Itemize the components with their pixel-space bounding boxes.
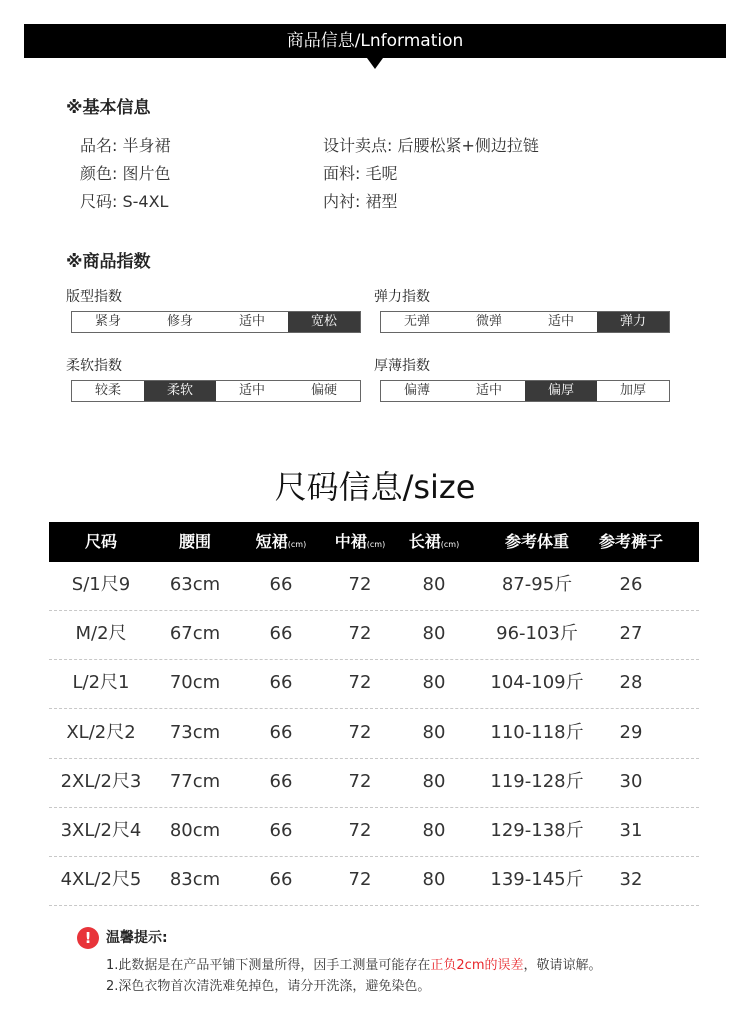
cell-ref-weight: 110-118斤 [490,721,584,743]
header-cell-waist: 腰围 [178,532,212,551]
cell-short-skirt: 66 [269,672,293,694]
cell-ref-weight: 96-103斤 [496,623,578,645]
cell-short-skirt: 66 [269,869,293,891]
cell-waist: 67cm [169,623,221,645]
cell-short-skirt: 66 [269,820,293,841]
cell-waist: 83cm [169,869,221,891]
cell-short-skirt: 66 [269,623,293,645]
size-section-title: 尺码信息/size [274,468,476,506]
index-scale-thickness [380,380,670,402]
tip-line-1-end: ，敬请谅解。 [523,958,602,973]
index-option: 偏薄 [403,383,430,398]
cell-short-skirt: 66 [269,770,293,792]
cell-mid-skirt: 72 [348,869,372,891]
tip-line-1 [106,954,602,973]
cell-ref-weight: 87-95斤 [501,574,573,595]
cell-size: XL/2尺2 [66,721,136,743]
index-label-softness: 柔软指数 [66,358,122,374]
index-label-fit: 版型指数 [66,289,122,305]
cell-size: 3XL/2尺4 [60,820,142,841]
cell-mid-skirt: 72 [348,770,372,792]
cell-mid-skirt: 72 [348,820,372,841]
index-option: 偏硬 [310,383,337,398]
cell-ref-weight: 129-138斤 [490,820,584,841]
index-option: 微弹 [475,314,502,329]
cell-mid-skirt: 72 [348,672,372,694]
index-option: 适中 [238,314,265,329]
indices-title: ※商品指数 [66,252,151,272]
cell-ref-pants: 27 [619,623,643,645]
cell-size: 4XL/2尺5 [60,869,142,891]
info-product-name: 品名: 半身裙 [80,136,171,155]
info-lining: 内衬: 裙型 [323,192,398,211]
index-scale-fit [71,311,361,333]
cell-ref-pants: 28 [619,672,643,694]
index-option: 适中 [547,314,574,329]
banner-arrow-icon [367,58,383,69]
header-cell-ref-pants: 参考裤子 [598,532,664,551]
warning-icon: ! [77,927,99,949]
table-row [49,562,699,611]
cell-ref-pants: 31 [619,820,643,841]
cell-long-skirt: 80 [422,574,446,595]
index-scale-softness [71,380,361,402]
cell-size: S/1尺9 [71,574,131,595]
cell-waist: 70cm [169,672,221,694]
index-scale-elasticity [380,311,670,333]
tip-line-1-start: 1.此数据是在产品平铺下测量所得，因手工测量可能存在 [106,958,431,973]
cell-waist: 80cm [169,820,221,841]
tip-line-2: 2.深色衣物首次清洗难免掉色，请分开洗涤，避免染色。 [106,979,431,994]
cell-ref-weight: 139-145斤 [490,869,584,891]
cell-waist: 63cm [169,574,221,595]
index-option-selected: 宽松 [288,312,360,332]
tip-highlight: 正负2cm的误差 [430,958,524,973]
header-cell-short-skirt: 短裙(cm) [255,532,307,551]
index-option: 修身 [166,314,193,329]
info-design-point: 设计卖点: 后腰松紧+侧边拉链 [323,136,539,155]
cell-long-skirt: 80 [422,770,446,792]
cell-long-skirt: 80 [422,672,446,694]
cell-mid-skirt: 72 [348,721,372,743]
cell-size: 2XL/2尺3 [60,770,142,792]
cell-long-skirt: 80 [422,721,446,743]
size-table-header [49,522,699,562]
cell-ref-pants: 30 [619,770,643,792]
header-banner [24,24,726,58]
index-option-selected: 弹力 [597,312,669,332]
index-option: 加厚 [619,383,646,398]
cell-long-skirt: 80 [422,623,446,645]
cell-long-skirt: 80 [422,869,446,891]
header-cell-mid-skirt: 中裙(cm) [334,532,386,551]
cell-mid-skirt: 72 [348,623,372,645]
cell-short-skirt: 66 [269,574,293,595]
index-option: 适中 [238,383,265,398]
cell-waist: 77cm [169,770,221,792]
index-option: 紧身 [94,314,121,329]
tips-title: 温馨提示: [106,930,168,946]
table-row [49,759,699,808]
cell-short-skirt: 66 [269,721,293,743]
cell-waist: 73cm [169,721,221,743]
cell-ref-weight: 119-128斤 [490,770,584,792]
header-cell-size: 尺码 [84,532,118,551]
cell-size: M/2尺 [75,623,127,645]
info-size-range: 尺码: S-4XL [80,192,169,211]
index-label-thickness: 厚薄指数 [374,358,430,374]
header-cell-long-skirt: 长裙(cm) [408,532,460,551]
cell-long-skirt: 80 [422,820,446,841]
cell-size: L/2尺1 [72,672,130,694]
basic-info-title: ※基本信息 [66,98,151,118]
cell-ref-pants: 29 [619,721,643,743]
table-row [49,611,699,660]
table-row [49,660,699,709]
index-option: 无弹 [403,314,430,329]
cell-mid-skirt: 72 [348,574,372,595]
table-row [49,808,699,857]
index-option: 适中 [475,383,502,398]
cell-ref-pants: 26 [619,574,643,595]
table-row [49,857,699,906]
index-option-selected: 偏厚 [525,381,597,401]
table-row [49,710,699,759]
index-label-elasticity: 弹力指数 [374,289,430,305]
header-title: 商品信息/Lnformation [286,31,464,51]
cell-ref-pants: 32 [619,869,643,891]
info-color: 颜色: 图片色 [80,164,171,183]
info-fabric: 面料: 毛呢 [323,164,398,183]
index-option: 较柔 [94,383,121,398]
header-cell-ref-weight: 参考体重 [504,532,570,551]
cell-ref-weight: 104-109斤 [490,672,584,694]
index-option-selected: 柔软 [144,381,216,401]
